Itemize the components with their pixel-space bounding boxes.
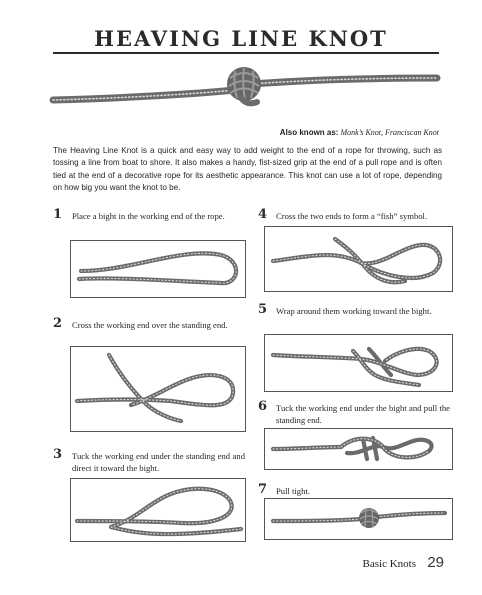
step-1-text: Place a bight in the working end of the rope. [72, 211, 225, 221]
page-number: 29 [427, 554, 444, 571]
also-known-as [280, 128, 439, 137]
step-6-image [264, 428, 453, 470]
step-4-number: 4 [258, 207, 268, 222]
hero-knot-image [45, 62, 445, 112]
step-7-number: 7 [258, 482, 268, 497]
step-3-number: 3 [53, 447, 63, 462]
step-6-number: 6 [258, 399, 268, 414]
also-known-as-label: Also known as: [279, 128, 339, 137]
step-5-image [264, 334, 453, 392]
step-3-text: Tuck the working end under the standing end and direct it toward the bight. [72, 451, 245, 473]
also-known-as-value: Monk’s Knot, Franciscan Knot [340, 128, 439, 137]
step-4-text: Cross the two ends to form a “fish” symbol. [276, 211, 428, 221]
footer-section-label: Basic Knots [362, 558, 416, 570]
step-4-image [264, 226, 453, 292]
title-rule [53, 52, 439, 54]
step-2-image [70, 346, 246, 432]
step-1-number: 1 [53, 207, 63, 222]
step-7-image [264, 498, 453, 540]
step-7-text: Pull tight. [276, 486, 310, 496]
step-2-text: Cross the working end over the standing end. [72, 320, 228, 330]
step-6-text: Tuck the working end under the bight and pull the standing end. [276, 403, 450, 425]
step-2-number: 2 [53, 316, 63, 331]
step-3-image [70, 478, 246, 542]
step-5-number: 5 [258, 302, 268, 317]
step-1-image [70, 240, 246, 298]
intro-paragraph: The Heaving Line Knot is a quick and easy way to add weight to the end of a rope for throwing, such as tossing a line from boat to shore. It also makes a handy, fist-sized grip at the end of a pull rope and is often tied at the end of a decorative rope for its aesthetic appearance. This knot can use a lot of rope, depending on how big you want the knot to be. [53, 146, 442, 193]
page-title: HEAVING LINE KNOT [94, 26, 388, 51]
step-5-text: Wrap around them working toward the bight. [276, 306, 432, 316]
